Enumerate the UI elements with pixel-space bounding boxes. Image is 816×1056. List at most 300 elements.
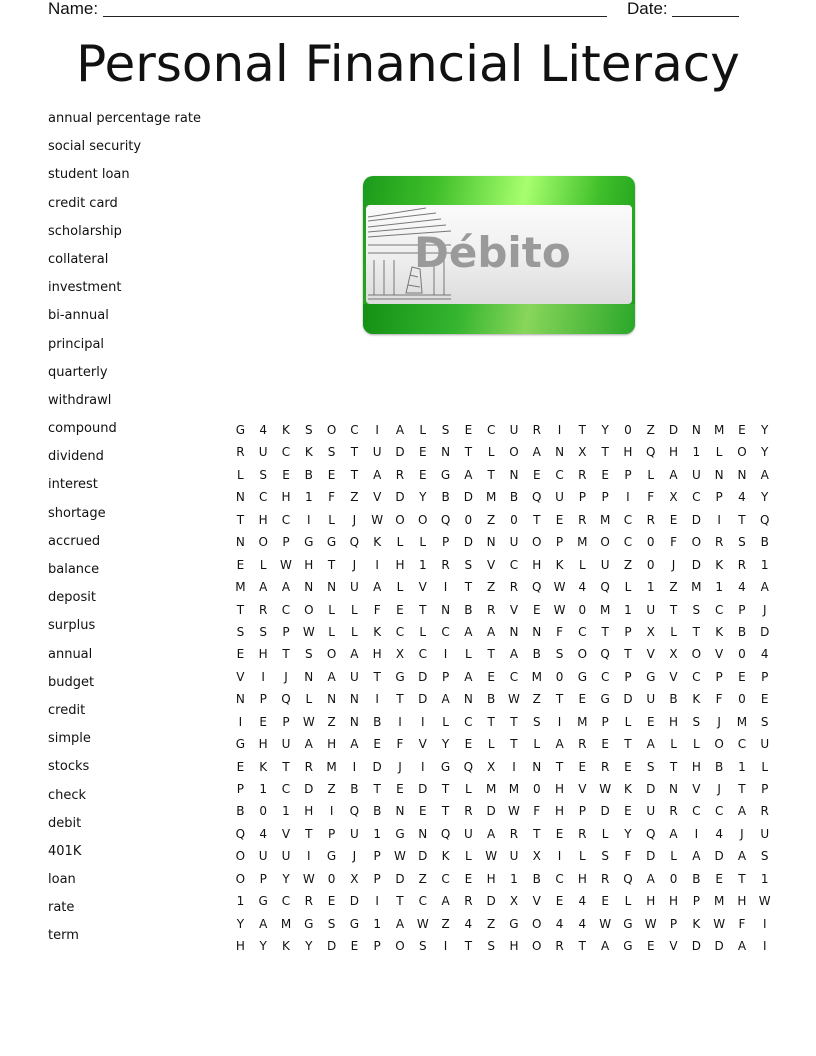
grid-letter: K [692,916,701,931]
grid-letter: T [464,939,473,954]
grid-letter: 0 [738,647,746,662]
grid-letter: I [443,939,448,954]
grid-letter: T [738,512,746,527]
grid-letter: T [669,759,678,774]
grid-letter: A [350,737,359,752]
grid-letter: Q [760,512,770,527]
grid-letter: L [692,737,700,752]
grid-letter: U [509,849,519,864]
grid-letter: S [692,602,701,617]
page-title: Personal Financial Literacy [76,35,740,93]
grid-letter: Q [440,512,451,527]
grid-letter: D [646,849,656,864]
grid-letter: M [736,714,748,729]
grid-letter: H [327,737,337,752]
grid-letter: D [714,849,724,864]
grid-letter: 1 [510,871,518,886]
grid-letter: D [760,624,770,639]
grid-letter: M [691,580,702,595]
grid-letter: L [487,737,495,752]
grid-row [229,421,776,443]
grid-letter: A [441,692,450,707]
grid-letter: E [555,512,564,527]
grid-letter: D [668,423,679,437]
grid-letter: 0 [646,557,655,572]
grid-letter: A [304,737,313,752]
grid-row [229,802,776,824]
grid-letter: O [326,423,337,437]
grid-letter: A [373,580,382,595]
grid-letter: N [235,692,245,707]
grid-letter: A [646,871,655,886]
grid-letter: F [715,692,723,707]
grid-letter: Z [441,916,450,931]
grid-letter: 1 [259,782,268,796]
grid-letter: C [509,669,519,684]
grid-letter: E [396,602,404,617]
grid-letter: G [395,669,405,684]
grid-letter: L [419,535,427,550]
grid-letter: R [509,580,519,595]
grid-letter: P [441,535,450,550]
grid-letter: P [236,782,245,796]
grid-letter: A [350,647,359,662]
grid-letter: I [557,423,562,437]
grid-letter: V [715,647,724,662]
word-list-item: debit [48,815,82,831]
grid-letter: V [418,737,427,752]
grid-letter: U [463,826,473,841]
grid-letter: B [532,871,541,886]
grid-letter: L [624,894,632,909]
grid-letter: E [487,669,495,684]
grid-letter: C [259,490,268,505]
grid-letter: I [694,826,699,841]
grid-letter: N [235,535,245,550]
grid-letter: L [715,445,723,460]
grid-letter: C [350,423,359,437]
grid-letter: Q [349,804,360,819]
grid-letter: R [441,557,450,572]
grid-letter: B [487,692,496,707]
grid-letter: S [441,423,450,437]
grid-letter: E [236,647,245,662]
grid-letter: V [646,647,655,662]
grid-letter: T [373,782,381,796]
grid-letter: R [464,894,473,909]
grid-letter: H [258,512,268,527]
grid-letter: L [351,602,358,617]
grid-letter: 4 [578,916,587,931]
word-list-item: annual [48,646,93,662]
grid-letter: C [281,512,291,527]
word-list-item: simple [48,731,91,747]
grid-letter: N [509,467,519,482]
grid-letter: C [737,737,747,752]
grid-letter: E [350,939,359,954]
grid-letter: D [349,894,359,909]
grid-letter: L [670,849,677,864]
grid-letter: 1 [373,826,381,841]
grid-letter: 4 [715,826,723,841]
grid-letter: M [280,916,292,931]
grid-letter: W [553,580,566,595]
word-list-item: quarterly [48,364,108,380]
grid-letter: K [282,939,290,954]
grid-letter: T [578,939,587,954]
grid-letter: T [305,826,313,841]
word-list-item: investment [48,280,122,296]
grid-letter: T [533,826,541,841]
grid-letter: N [691,423,701,437]
grid-letter: D [395,490,405,505]
grid-letter: D [418,782,428,796]
grid-row [229,488,776,510]
grid-letter: G [509,916,519,931]
grid-letter: E [715,871,723,886]
grid-letter: T [373,669,381,684]
grid-letter: D [372,759,382,774]
grid-letter: 4 [760,647,769,662]
grid-letter: 4 [738,490,746,505]
grid-letter: U [760,826,770,841]
grid-letter: E [259,714,267,729]
grid-letter: Z [487,512,496,527]
grid-letter: T [738,871,746,886]
grid-letter: N [235,490,245,505]
grid-letter: G [349,916,360,931]
grid-letter: U [349,826,359,841]
grid-letter: I [352,759,357,774]
grid-letter: U [258,445,268,460]
grid-letter: G [235,737,246,752]
grid-letter: F [328,490,336,505]
grid-letter: N [395,804,405,819]
grid-letter: B [441,490,450,505]
grid-letter: X [487,759,496,774]
grid-letter: P [373,939,381,954]
grid-letter: G [326,535,337,550]
grid-letter: K [715,557,724,572]
grid-letter: G [577,669,587,684]
grid-letter: T [396,692,404,707]
grid-letter: I [717,512,721,527]
grid-letter: B [373,714,382,729]
grid-letter: 1 [282,804,290,819]
grid-letter: J [740,826,744,841]
grid-letter: B [509,490,519,505]
grid-letter: E [601,737,609,752]
grid-letter: E [555,826,564,841]
grid-letter: S [760,849,769,864]
card-bottom-band [363,304,635,334]
grid-letter: G [623,916,633,931]
grid-letter: H [691,759,701,774]
grid-letter: R [760,804,769,819]
grid-letter: T [624,647,632,662]
grid-letter: I [421,759,425,774]
grid-letter: R [578,512,587,527]
grid-letter: W [713,916,726,931]
grid-letter: L [419,624,427,639]
grid-letter: D [418,849,428,864]
grid-letter: L [624,580,632,595]
grid-letter: H [669,445,679,460]
grid-letter: U [760,737,770,752]
grid-letter: Q [600,580,610,595]
word-list-item: term [48,928,79,944]
grid-letter: U [600,557,610,572]
grid-letter: X [669,490,678,505]
grid-letter: 1 [418,557,427,572]
grid-letter: H [669,894,679,909]
grid-letter: W [302,624,315,639]
grid-letter: A [737,804,747,819]
grid-letter: T [555,759,564,774]
grid-letter: H [258,737,268,752]
grid-letter: U [646,602,656,617]
grid-letter: C [281,445,291,460]
grid-letter: L [305,692,313,707]
word-list-item: shortage [48,505,106,521]
grid-letter: 0 [464,512,473,527]
word-list-item: surplus [48,618,96,634]
grid-letter: A [760,467,769,482]
grid-letter: N [532,759,542,774]
grid-letter: 1 [304,490,313,505]
grid-letter: R [669,804,678,819]
grid-letter: N [349,692,359,707]
grid-letter: E [738,669,746,684]
grid-letter: T [738,782,746,796]
grid-row [229,735,776,757]
grid-letter: K [555,557,564,572]
grid-letter: C [441,624,450,639]
grid-letter: W [644,916,657,931]
grid-letter: P [259,692,267,707]
grid-letter: Y [282,871,290,886]
grid-letter: T [464,580,473,595]
grid-letter: D [600,804,610,819]
grid-letter: N [441,602,451,617]
word-list-item: collateral [48,251,109,267]
grid-letter: Z [487,916,496,931]
grid-letter: Y [761,490,769,505]
grid-letter: J [352,849,357,864]
grid-letter: E [738,423,746,437]
grid-letter: Y [419,490,427,505]
grid-letter: Q [600,647,610,662]
grid-letter: N [463,692,473,707]
grid-letter: T [350,445,359,460]
grid-letter: R [578,737,587,752]
grid-letter: T [282,647,290,662]
grid-letter: N [441,445,451,460]
grid-letter: L [624,714,632,729]
grid-letter: L [396,535,404,550]
grid-letter: E [646,939,655,954]
grid-letter: 0 [510,512,518,527]
word-list [48,108,238,954]
grid-letter: K [373,624,382,639]
grid-letter: A [737,849,747,864]
grid-letter: A [509,647,519,662]
grid-letter: V [669,939,678,954]
grid-letter: U [281,737,291,752]
grid-letter: 0 [624,423,632,437]
grid-letter: D [395,871,405,886]
grid-letter: O [737,445,747,460]
grid-letter: C [418,894,427,909]
name-label: Name: [48,0,99,18]
grid-letter: P [692,894,700,909]
grid-letter: B [464,602,473,617]
grid-letter: G [395,826,405,841]
grid-letter: T [419,602,427,617]
word-list-item: rate [48,900,75,916]
grid-letter: D [395,445,405,460]
grid-letter: P [669,916,678,931]
grid-letter: U [372,445,382,460]
grid-letter: X [532,849,541,864]
grid-letter: H [623,445,633,460]
grid-letter: I [375,894,379,909]
grid-letter: N [304,669,314,684]
grid-letter: L [465,782,472,796]
grid-letter: T [533,512,541,527]
grid-letter: V [692,782,701,796]
grid-letter: C [600,669,610,684]
grid-letter: D [691,512,701,527]
grid-letter: I [398,714,402,729]
word-list-item: balance [48,562,100,577]
grid-letter: 4 [259,826,268,841]
word-list-item: budget [48,674,95,690]
grid-letter: P [624,467,632,482]
grid-letter: V [281,826,291,841]
grid-letter: K [441,849,450,864]
grid-letter: T [464,445,473,460]
grid-letter: P [578,804,586,819]
word-list-item: stocks [48,759,90,775]
grid-letter: T [624,737,632,752]
grid-letter: J [762,602,767,617]
grid-letter: S [738,535,746,550]
grid-letter: A [259,580,268,595]
grid-letter: D [418,669,428,684]
grid-letter: M [599,512,611,527]
grid-letter: O [600,535,610,550]
grid-row [229,601,776,623]
grid-letter: C [509,557,519,572]
grid-letter: Z [418,871,427,886]
grid-letter: B [737,624,747,639]
grid-letter: Y [761,423,769,437]
grid-letter: V [236,669,245,684]
grid-row [229,870,776,892]
grid-letter: F [396,737,404,752]
grid-letter: P [761,782,769,796]
date-label: Date: [627,0,668,18]
grid-letter: Y [236,916,245,931]
grid-letter: L [670,624,677,639]
grid-letter: W [302,871,315,886]
grid-letter: G [600,692,610,707]
grid-row [229,915,776,937]
grid-letter: R [600,871,610,886]
grid-letter: V [578,782,587,796]
grid-letter: B [304,467,313,482]
grid-letter: A [692,849,701,864]
grid-letter: Z [487,580,496,595]
grid-letter: C [464,714,473,729]
grid-letter: D [304,782,314,796]
grid-letter: C [418,647,427,662]
grid-row [229,533,776,555]
grid-letter: T [487,647,495,662]
grid-letter: U [349,580,359,595]
grid-row [229,758,776,780]
grid-letter: M [713,423,725,437]
grid-letter: Z [327,782,336,796]
grid-letter: H [372,647,382,662]
grid-letter: Y [441,737,450,752]
grid-letter: A [441,894,450,909]
grid-row [229,690,776,712]
grid-letter: E [601,467,609,482]
grid-letter: C [714,804,724,819]
grid-row [229,937,776,959]
grid-letter: O [326,647,337,662]
grid-letter: M [508,782,520,796]
grid-letter: U [646,804,656,819]
grid-letter: M [531,669,542,684]
grid-letter: O [714,737,724,752]
card-panel [366,205,632,304]
grid-letter: Z [350,490,359,505]
grid-letter: P [601,490,609,505]
grid-letter: A [669,826,678,841]
grid-letter: W [485,849,498,864]
grid-letter: E [464,737,473,752]
grid-letter: P [373,871,381,886]
grid-letter: T [692,624,700,639]
grid-letter: Q [281,692,291,707]
grid-letter: B [760,535,769,550]
word-list-item: check [48,787,87,803]
grid-letter: A [281,580,291,595]
grid-letter: D [463,535,473,550]
grid-letter: S [601,849,609,864]
grid-letter: I [762,939,767,954]
grid-letter: L [487,445,495,460]
grid-letter: D [486,894,496,909]
grid-letter: N [349,714,359,729]
grid-letter: A [259,916,268,931]
word-list-item: student loan [48,167,130,183]
grid-letter: J [717,782,721,796]
grid-letter: L [237,467,244,482]
grid-letter: I [375,557,379,572]
grid-letter: N [737,467,747,482]
grid-letter: I [329,804,334,819]
grid-letter: Z [623,557,633,572]
grid-letter: B [350,782,359,796]
grid-row [229,556,776,578]
grid-letter: U [646,692,656,707]
name-line [103,16,607,17]
grid-letter: R [259,602,268,617]
